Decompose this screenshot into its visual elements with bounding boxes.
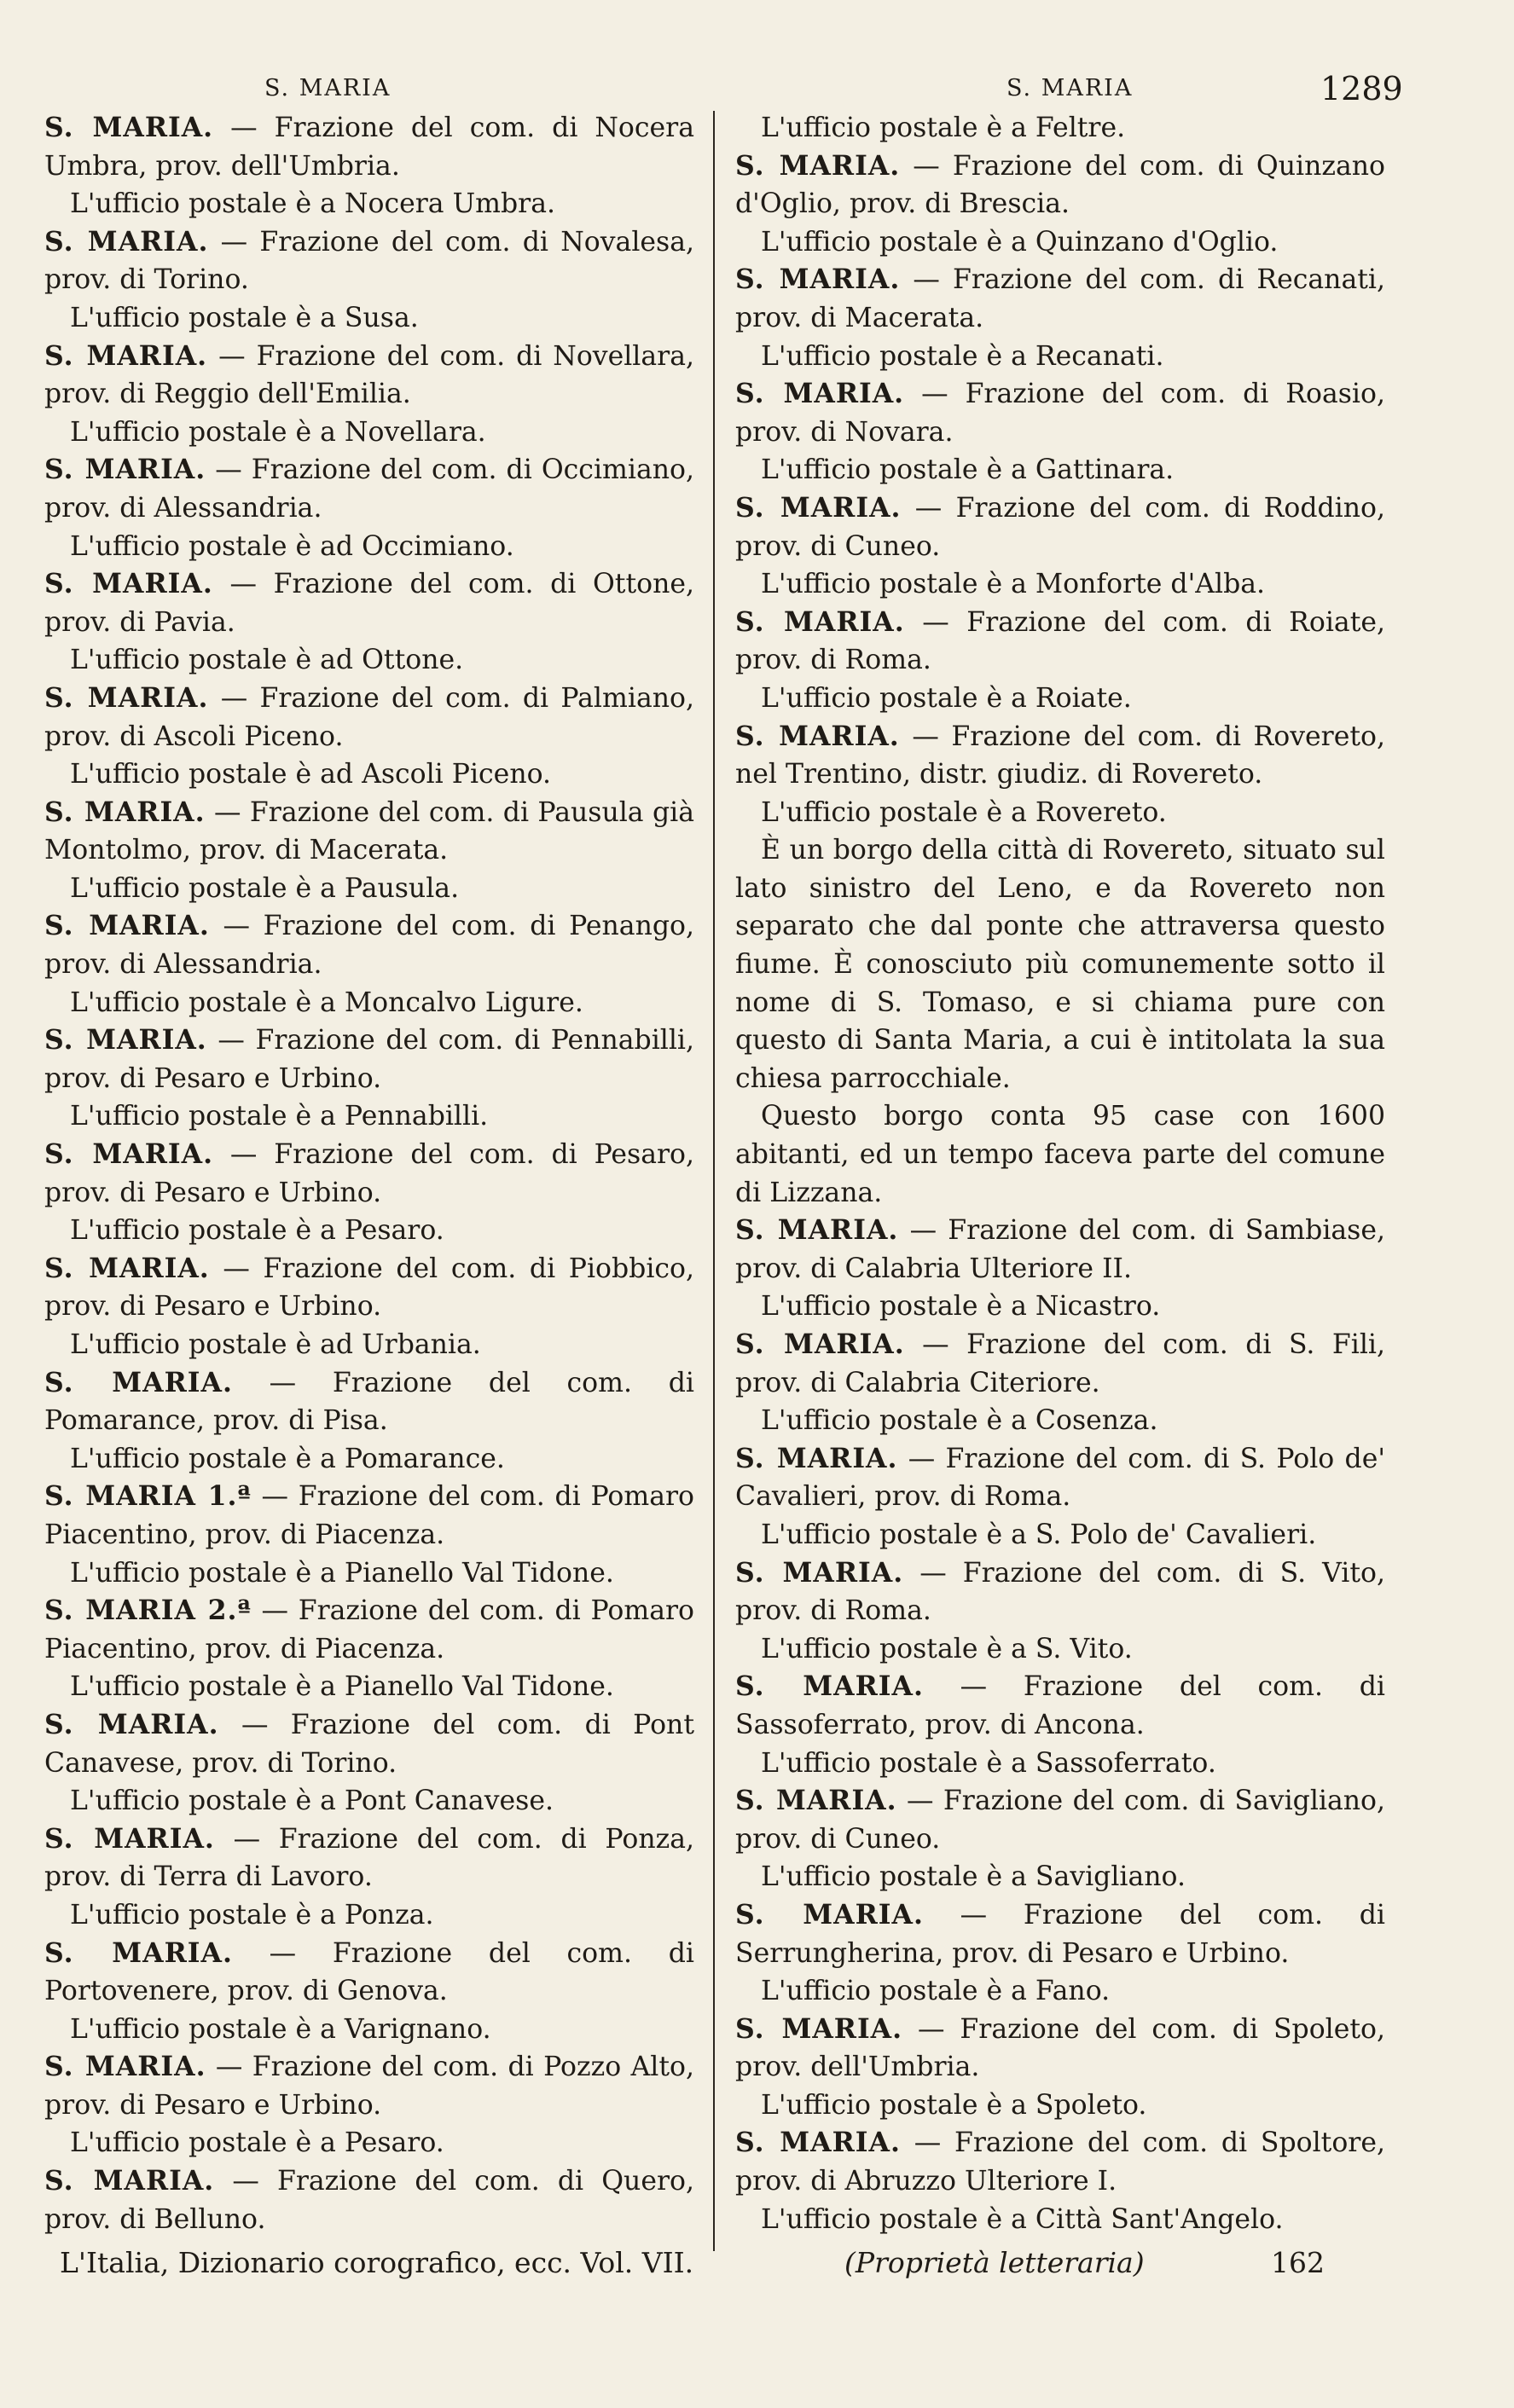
entry-headword: S. MARIA. <box>735 263 901 296</box>
entry-headword: S. MARIA. <box>44 1366 233 1398</box>
entry-text: — Frazione del com. di Roiate, prov. di Roma. <box>735 606 1386 676</box>
entry-text: — Frazione del com. di Portovenere, prov. di Genova. <box>44 1937 695 2007</box>
entry-headword: S. MARIA. <box>735 1556 904 1589</box>
entry-paragraph <box>735 1896 1385 1972</box>
entry-headword: S. MARIA. <box>44 1138 214 1171</box>
entry-headword: S. MARIA. <box>44 112 214 143</box>
entry-text: — Frazione del com. di Recanati, prov. di Macerata. <box>735 264 1385 333</box>
entry-headword: S. MARIA. <box>735 1214 899 1247</box>
column-divider <box>713 111 715 2251</box>
entry-paragraph <box>44 1706 694 1782</box>
entry-paragraph <box>735 2124 1385 2200</box>
entry-paragraph <box>44 1136 694 1212</box>
entry-paragraph <box>735 261 1385 337</box>
entry-paragraph <box>44 1592 694 1668</box>
entry-paragraph <box>735 1782 1385 1858</box>
entry-note: L'ufficio postale è a Nicastro. <box>761 1291 1161 1323</box>
entry-text: — Frazione del com. di Pausula già Montolmo, prov. di Macerata. <box>44 796 695 866</box>
entry-headword: S. MARIA. <box>735 378 905 410</box>
entry-note: L'ufficio postale è a Pesaro. <box>70 2127 444 2159</box>
entry-headword: S. MARIA. <box>44 225 209 258</box>
entry-note: L'ufficio postale è a S. Vito. <box>761 1633 1133 1664</box>
entry-headword: S. MARIA. <box>735 1898 924 1930</box>
entry-headword: S. MARIA. <box>44 454 206 486</box>
entry-headword: S. MARIA. <box>735 1670 924 1703</box>
running-head-left: S. MARIA <box>264 75 392 101</box>
entry-paragraph <box>44 1478 694 1554</box>
entry-headword: S. MARIA. <box>44 1708 219 1740</box>
entry-paragraph <box>44 109 694 185</box>
entry-note: L'ufficio postale è a Ponza. <box>70 1899 434 1930</box>
entry-text: — Frazione del com. di Pomaro Piacentino, prov. di Piacenza. <box>44 1481 695 1550</box>
entry-text: — Frazione del com. di Palmiano, prov. di Ascoli Piceno. <box>44 682 694 752</box>
entry-text: — Frazione del com. di Occimiano, prov. di Alessandria. <box>44 454 695 524</box>
entry-text: — Frazione del com. di Pont Canavese, prov. di Torino. <box>44 1709 695 1779</box>
entry-paragraph <box>735 718 1385 794</box>
entry-text: — Frazione del com. di Ponza, prov. di Terra di Lavoro. <box>44 1823 694 1893</box>
entry-text: — Frazione del com. di Piobbico, prov. di Pesaro e Urbino. <box>44 1253 695 1323</box>
entry-headword: S. MARIA. <box>735 149 901 182</box>
entry-note: L'ufficio postale è a Città Sant'Angelo. <box>761 2203 1284 2235</box>
entry-paragraph <box>735 375 1385 451</box>
entry-note: L'ufficio postale è a Recanati. <box>761 340 1164 372</box>
entry-headword: S. MARIA. <box>44 568 213 600</box>
entry-paragraph <box>44 1250 694 1326</box>
entry-paragraph <box>735 1668 1385 1744</box>
entry-paragraph <box>44 1022 694 1097</box>
entry-note: L'ufficio postale è a Cosenza. <box>761 1405 1158 1437</box>
entry-text: — Frazione del com. di Pomarance, prov. di Pisa. <box>44 1367 695 1437</box>
entry-text: — Frazione del com. di Quinzano d'Oglio, prov. di Brescia. <box>735 150 1386 220</box>
right-column <box>735 109 1385 2238</box>
entry-note: L'ufficio postale è a Pesaro. <box>70 1215 444 1247</box>
entry-headword: S. MARIA. <box>735 491 902 524</box>
entry-headword: S. MARIA. <box>44 2051 206 2083</box>
entry-headword: S. MARIA. <box>44 796 206 828</box>
entry-note: L'ufficio postale è ad Ascoli Piceno. <box>70 759 552 790</box>
entry-headword: S. MARIA 2.ª <box>44 1595 252 1627</box>
entry-paragraph <box>735 1554 1385 1630</box>
entry-note: L'ufficio postale è a Rovereto. <box>761 796 1167 828</box>
entry-note: L'ufficio postale è a Fano. <box>761 1976 1111 2007</box>
entry-text: — Frazione del com. di Sassoferrato, prov. di Ancona. <box>735 1671 1386 1740</box>
entry-note: È un borgo della città di Rovereto, situato sul lato sinistro del Leno, e da Rovereto non separato che dal ponte che attraversa questo fiume. È conosciuto più comunemente sotto il nome di S. Tomaso, e si chiama pure con questo di Santa Maria, a cui è intitolata la sua chiesa parrocchiale. <box>735 835 1385 1094</box>
entry-text: — Frazione del com. di Pesaro, prov. di Pesaro e Urbino. <box>44 1139 695 1208</box>
entry-text: — Frazione del com. di Rovereto, nel Trentino, distr. giudiz. di Rovereto. <box>735 721 1386 790</box>
entry-text: — Frazione del com. di Spoltore, prov. di Abruzzo Ulteriore I. <box>735 2127 1385 2197</box>
entry-note: L'ufficio postale è a Pausula. <box>70 872 460 904</box>
entry-headword: S. MARIA. <box>44 1822 215 1855</box>
entry-headword: S. MARIA. <box>735 605 905 638</box>
entry-note: L'ufficio postale è a Varignano. <box>70 2013 491 2045</box>
entry-paragraph <box>44 1364 694 1440</box>
running-head-right: S. MARIA <box>1006 75 1134 101</box>
entry-note: L'ufficio postale è a Novellara. <box>70 416 486 448</box>
left-column <box>44 109 694 2238</box>
entry-paragraph <box>44 2048 694 2124</box>
entry-note: L'ufficio postale è a Feltre. <box>761 113 1126 143</box>
entry-text: — Frazione del com. di Novellara, prov. di Reggio dell'Emilia. <box>44 340 695 410</box>
entry-note: L'ufficio postale è a S. Polo de' Cavalieri. <box>761 1519 1317 1550</box>
entry-text: — Frazione del com. di Penango, prov. di Alessandria. <box>44 911 695 981</box>
entry-note: L'ufficio postale è a Pianello Val Tidone. <box>70 1671 614 1703</box>
entry-paragraph <box>44 565 694 641</box>
entry-note: L'ufficio postale è a Pont Canavese. <box>70 1786 554 1817</box>
entry-headword: S. MARIA. <box>44 1936 233 1969</box>
entry-note: L'ufficio postale è a Moncalvo Ligure. <box>70 987 583 1018</box>
entry-headword: S. MARIA. <box>44 2165 215 2197</box>
entry-paragraph <box>44 907 694 983</box>
entry-paragraph <box>44 223 694 299</box>
entry-paragraph <box>44 338 694 414</box>
entry-headword: S. MARIA. <box>44 1024 207 1056</box>
entry-note: L'ufficio postale è ad Urbania. <box>70 1329 481 1360</box>
entry-text: — Frazione del com. di Roddino, prov. di Cuneo. <box>735 492 1386 562</box>
entry-paragraph <box>735 148 1385 223</box>
page-number: 1289 <box>1320 70 1403 107</box>
entry-note: L'ufficio postale è a Gattinara. <box>761 454 1175 486</box>
entry-text: — Frazione del com. di Pozzo Alto, prov. di Pesaro e Urbino. <box>44 2052 694 2121</box>
entry-text: — Frazione del com. di Nocera Umbra, prov. dell'Umbria. <box>44 113 695 182</box>
entry-headword: S. MARIA. <box>735 1785 897 1817</box>
entry-note: L'ufficio postale è a Savigliano. <box>761 1861 1186 1893</box>
entry-paragraph <box>44 1935 694 2011</box>
entry-headword: S. MARIA. <box>735 2012 903 2045</box>
entry-text: — Frazione del com. di S. Vito, prov. di Roma. <box>735 1557 1385 1627</box>
footer-copyright: (Proprietà letteraria) <box>844 2246 1145 2279</box>
entry-note: L'ufficio postale è ad Occimiano. <box>70 530 514 562</box>
entry-paragraph <box>735 2011 1385 2087</box>
entry-paragraph <box>44 1820 694 1896</box>
entry-paragraph <box>735 1440 1385 1516</box>
entry-paragraph <box>44 680 694 755</box>
entry-note: L'ufficio postale è a Quinzano d'Oglio. <box>761 226 1279 258</box>
entry-headword: S. MARIA. <box>44 681 209 714</box>
entry-note: L'ufficio postale è a Sassoferrato. <box>761 1747 1216 1779</box>
entry-headword: S. MARIA. <box>44 1252 210 1284</box>
entry-text: — Frazione del com. di Sambiase, prov. di Calabria Ulteriore II. <box>735 1215 1386 1284</box>
entry-note: Questo borgo conta 95 case con 1600 abitanti, ed un tempo faceva parte del comune di Lizzana. <box>735 1101 1385 1208</box>
entry-paragraph <box>44 451 694 527</box>
entry-headword: S. MARIA. <box>44 910 210 942</box>
entry-text: — Frazione del com. di Ottone, prov. di Pavia. <box>44 569 695 638</box>
entry-paragraph <box>735 489 1385 565</box>
entry-headword: S. MARIA. <box>735 2127 901 2159</box>
footer-signature: 162 <box>1271 2246 1325 2279</box>
entry-note: L'ufficio postale è a Monforte d'Alba. <box>761 569 1266 600</box>
entry-headword: S. MARIA. <box>735 1442 898 1474</box>
entry-note: L'ufficio postale è a Roiate. <box>761 682 1132 714</box>
entry-text: — Frazione del com. di S. Polo de' Cavalieri, prov. di Roma. <box>735 1443 1385 1513</box>
entry-paragraph <box>735 1326 1385 1402</box>
entry-text: — Frazione del com. di Savigliano, prov. di Cuneo. <box>735 1786 1386 1855</box>
entry-text: — Frazione del com. di Pomaro Piacentino, prov. di Piacenza. <box>44 1595 695 1664</box>
entry-note: L'ufficio postale è a Susa. <box>70 302 419 333</box>
entry-note: L'ufficio postale è ad Ottone. <box>70 645 464 676</box>
entry-note: L'ufficio postale è a Spoleto. <box>761 2089 1147 2121</box>
entry-headword: S. MARIA. <box>735 1328 905 1360</box>
entry-paragraph <box>44 2162 694 2238</box>
entry-text: — Frazione del com. di Pennabilli, prov. di Pesaro e Urbino. <box>44 1025 695 1094</box>
footer-publication: L'Italia, Dizionario corografico, ecc. Vol. VII. <box>60 2246 694 2279</box>
entry-headword: S. MARIA. <box>735 720 900 752</box>
entry-headword: S. MARIA. <box>44 339 208 372</box>
entry-note: L'ufficio postale è a Pianello Val Tidone. <box>70 1557 614 1589</box>
entry-note: L'ufficio postale è a Pomarance. <box>70 1443 505 1474</box>
entry-text: — Frazione del com. di Serrungherina, prov. di Pesaro e Urbino. <box>735 1899 1386 1969</box>
entry-text: — Frazione del com. di Novalesa, prov. di Torino. <box>44 226 695 296</box>
entry-note: L'ufficio postale è a Pennabilli. <box>70 1101 489 1132</box>
entry-note: L'ufficio postale è a Nocera Umbra. <box>70 188 556 220</box>
entry-paragraph <box>44 794 694 870</box>
entry-text: — Frazione del com. di S. Fili, prov. di Calabria Citeriore. <box>735 1329 1386 1398</box>
entry-headword: S. MARIA 1.ª <box>44 1480 252 1513</box>
entry-text: — Frazione del com. di Quero, prov. di Belluno. <box>44 2166 694 2235</box>
entry-paragraph <box>735 1212 1385 1288</box>
entry-text: — Frazione del com. di Roasio, prov. di Novara. <box>735 379 1385 448</box>
entry-text: — Frazione del com. di Spoleto, prov. dell'Umbria. <box>735 2013 1386 2083</box>
entry-paragraph <box>735 604 1385 680</box>
